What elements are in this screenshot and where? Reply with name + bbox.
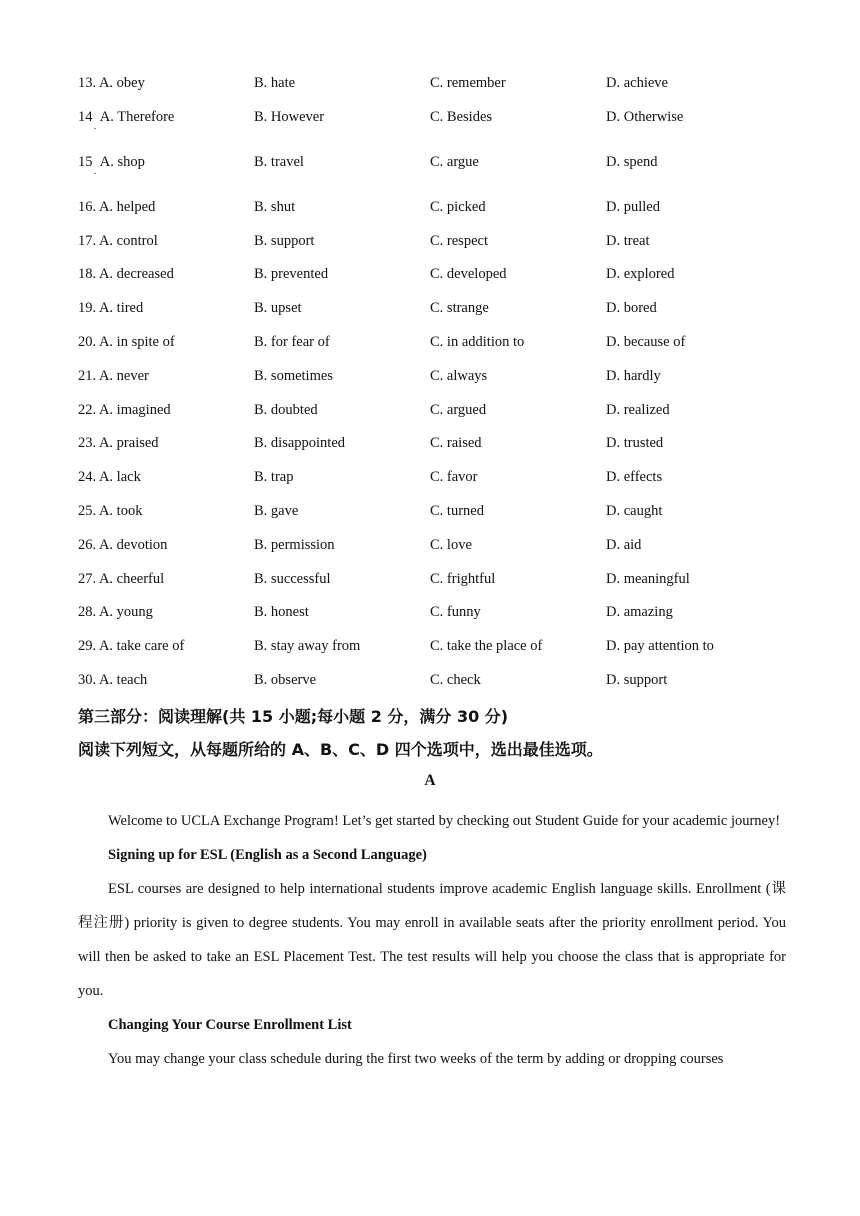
option-d: D. trusted	[606, 435, 664, 452]
question-26-option-a	[78, 534, 167, 556]
dot-mark: .	[94, 165, 97, 176]
question-number	[78, 108, 97, 131]
option-b: B. disappointed	[254, 435, 346, 452]
option-d: D. treat	[606, 232, 650, 249]
question-18-option-a	[78, 263, 174, 285]
option-a: A. obey	[98, 75, 145, 91]
question-22-option-a	[78, 399, 171, 421]
option-b: B. honest	[254, 604, 309, 621]
question-row-29	[78, 635, 798, 669]
question-row-28	[78, 601, 798, 635]
option-c: C. developed	[430, 266, 507, 283]
option-c: C. respect	[430, 232, 488, 249]
option-a: A. never	[98, 367, 149, 384]
option-d: D. support	[606, 671, 668, 688]
question-number: 21.	[78, 367, 97, 384]
option-c: C. frightful	[430, 570, 496, 587]
question-13-option-a	[78, 72, 145, 94]
option-b: B. support	[254, 232, 315, 249]
option-a: A. decreased	[98, 266, 174, 283]
option-d: D. spend	[606, 153, 658, 170]
question-20-option-a	[78, 331, 175, 353]
passage-heading-enrollment: Changing Your Course Enrollment List	[108, 1017, 352, 1033]
question-25-option-a	[78, 500, 142, 522]
question-row-20	[78, 331, 798, 365]
option-a: A. young	[98, 604, 153, 621]
question-number: 25.	[78, 502, 97, 519]
passage-paragraph-enrollment: You may change your class schedule during the first two weeks of the term by adding or dropping courses	[108, 1051, 724, 1067]
question-28-option-a	[78, 601, 153, 623]
passage-paragraph-esl: ESL courses are designed to help international students improve academic English language skills. Enrollment (课程注册) priority is given to degree students. You may enroll in available seats after the priority enrollment period. You will then be asked to take an ESL Placement Test. The test results will help you choose the class that is appropriate for you.	[78, 881, 786, 999]
question-29-option-a	[78, 635, 184, 657]
question-row-13	[78, 72, 798, 106]
option-d: D. aid	[606, 536, 642, 553]
option-b: B. permission	[254, 536, 335, 553]
option-c: C. Besides	[430, 108, 493, 125]
option-c: C. take the place of	[430, 638, 543, 655]
option-c: C. in addition to	[430, 333, 525, 350]
option-d: D. effects	[606, 469, 663, 486]
question-row-19	[78, 297, 798, 331]
question-row-16	[78, 196, 798, 230]
option-b: B. upset	[254, 300, 302, 317]
option-d: D. realized	[606, 401, 670, 418]
option-c: C. strange	[430, 300, 489, 317]
question-row-15	[78, 151, 798, 196]
option-c: C. picked	[430, 198, 486, 215]
option-a: A. Therefore	[99, 108, 175, 125]
option-c: C. love	[430, 536, 472, 553]
option-c: C. turned	[430, 502, 484, 519]
option-a: A. shop	[99, 153, 145, 170]
option-c: C. check	[430, 671, 481, 688]
question-number: 30.	[78, 671, 97, 688]
question-number: 18.	[78, 266, 97, 283]
question-row-27	[78, 568, 798, 602]
option-b: B. However	[254, 108, 325, 125]
question-number: 28.	[78, 604, 97, 621]
option-b: B. stay away from	[254, 638, 361, 655]
section-instruction: 阅读下列短文，从每题所给的 A、B、C、D 四个选项中，选出最佳选项。	[78, 740, 603, 759]
question-30-option-a	[78, 669, 147, 691]
option-b: B. observe	[254, 671, 317, 688]
option-d: D. because of	[606, 333, 686, 350]
option-a: A. teach	[98, 671, 148, 688]
passage-heading-esl: Signing up for ESL (English as a Second Language)	[108, 847, 427, 863]
question-number-text: 15	[78, 153, 93, 170]
option-d: D. pay attention to	[606, 638, 714, 655]
option-d: D. bored	[606, 300, 657, 317]
question-number	[78, 153, 97, 176]
option-d: D. meaningful	[606, 570, 690, 587]
question-row-25	[78, 500, 798, 534]
question-row-18	[78, 263, 798, 297]
question-number: 16.	[78, 198, 97, 215]
question-23-option-a	[78, 432, 159, 454]
option-a: A. helped	[98, 198, 156, 215]
question-14-option-a	[78, 106, 175, 131]
option-c: C. funny	[430, 604, 481, 621]
question-number: 13.	[78, 75, 97, 91]
option-c: C. always	[430, 367, 488, 384]
option-d: D. amazing	[606, 604, 673, 621]
option-a: A. imagined	[98, 401, 171, 418]
question-number-text: 14	[78, 108, 93, 125]
option-c: C. remember	[430, 75, 506, 91]
question-row-24	[78, 466, 798, 500]
option-a: A. lack	[98, 469, 141, 486]
option-b: B. for fear of	[254, 333, 330, 350]
option-b: B. successful	[254, 570, 331, 587]
option-d: D. caught	[606, 502, 663, 519]
question-24-option-a	[78, 466, 141, 488]
option-c: C. favor	[430, 469, 478, 486]
option-b: B. hate	[254, 75, 296, 91]
dot-mark: .	[94, 120, 97, 131]
question-row-14	[78, 106, 798, 151]
question-number: 24.	[78, 469, 97, 486]
option-c: C. argue	[430, 153, 479, 170]
question-27-option-a	[78, 568, 164, 590]
option-d: D. pulled	[606, 198, 660, 215]
question-number: 26.	[78, 536, 97, 553]
option-b: B. gave	[254, 502, 299, 519]
passage-body	[78, 804, 786, 1076]
question-number: 23.	[78, 435, 97, 452]
option-b: B. prevented	[254, 266, 329, 283]
question-row-22	[78, 399, 798, 433]
option-a: A. devotion	[98, 536, 168, 553]
question-15-option-a	[78, 151, 145, 176]
question-number: 29.	[78, 638, 97, 655]
option-d: D. Otherwise	[606, 108, 684, 125]
option-a: A. in spite of	[98, 333, 175, 350]
passage-intro: Welcome to UCLA Exchange Program! Let’s get started by checking out Student Guide for your academic journey!	[108, 813, 781, 829]
section-title: 第三部分：阅读理解(共 15 小题;每小题 2 分，满分 30 分)	[78, 707, 509, 726]
question-row-17	[78, 230, 798, 264]
option-a: A. took	[98, 502, 143, 519]
question-17-option-a	[78, 230, 158, 252]
option-b: B. doubted	[254, 401, 318, 418]
option-d: D. hardly	[606, 367, 661, 384]
question-number: 22.	[78, 401, 97, 418]
option-a: A. take care of	[98, 638, 185, 655]
option-a: A. praised	[98, 435, 159, 452]
option-b: B. trap	[254, 469, 294, 486]
option-a: A. cheerful	[98, 570, 165, 587]
question-16-option-a	[78, 196, 155, 218]
question-row-21	[78, 365, 798, 399]
question-number: 17.	[78, 232, 97, 249]
option-b: B. shut	[254, 198, 296, 215]
option-a: A. control	[98, 232, 158, 249]
question-number: 27.	[78, 570, 97, 587]
option-b: B. travel	[254, 153, 304, 170]
question-21-option-a	[78, 365, 149, 387]
option-d: D. explored	[606, 266, 675, 283]
cloze-options-list	[78, 72, 798, 703]
question-number: 20.	[78, 333, 97, 350]
question-number: 19.	[78, 300, 97, 317]
question-19-option-a	[78, 297, 143, 319]
option-d: D. achieve	[606, 75, 668, 91]
question-row-26	[78, 534, 798, 568]
passage-letter: A	[424, 772, 436, 789]
option-b: B. sometimes	[254, 367, 333, 384]
question-row-23	[78, 432, 798, 466]
option-a: A. tired	[98, 300, 144, 317]
question-row-30	[78, 669, 798, 703]
option-c: C. argued	[430, 401, 487, 418]
option-c: C. raised	[430, 435, 482, 452]
